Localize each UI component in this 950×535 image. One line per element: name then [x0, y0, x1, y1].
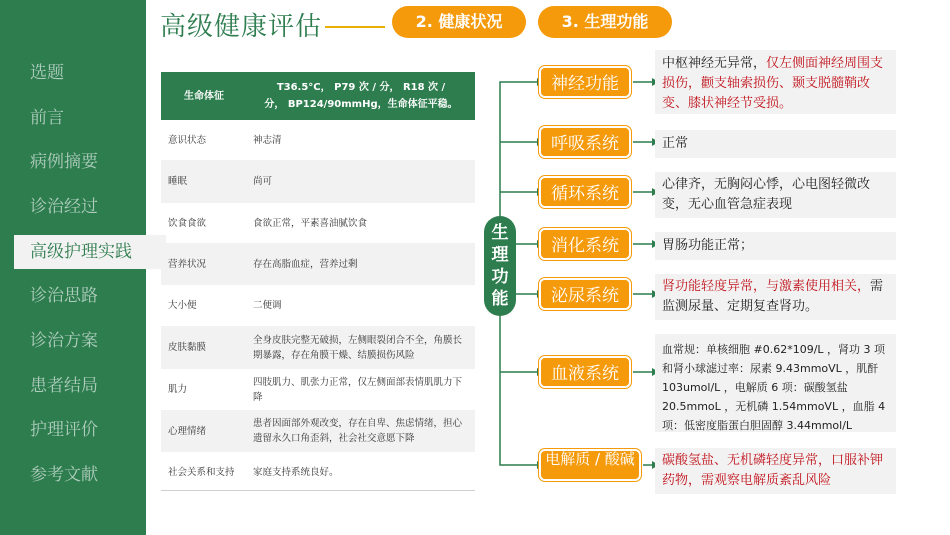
row-label: 睡眠	[161, 160, 247, 203]
row-label: 大小便	[168, 300, 197, 311]
sidebar-item-preface[interactable]: 前言	[30, 108, 64, 128]
desc-highlight: 仅左侧面神经周围支损伤，颧支轴索损伤、颞支脱髓鞘改变、膝状神经节受损。	[662, 56, 884, 111]
table-header-vitals: 生命体征	[161, 72, 247, 120]
sidebar-item-patient-outcome[interactable]: 患者结局	[30, 376, 98, 396]
row-value: 存在高脂血症，营养过剩	[247, 243, 475, 285]
tab-physiological-function[interactable]: 3. 生理功能	[538, 6, 672, 38]
row-value: 二便调	[253, 300, 282, 311]
connector-electrolyte	[500, 316, 537, 465]
desc-normal: 中枢神经无异常，	[662, 56, 767, 71]
row-label: 意识状态	[168, 134, 207, 146]
desc-normal: 心律齐，无胸闷心悸，心电图轻微改变，无心血管急症表现	[662, 177, 871, 212]
hub-char: 理	[491, 245, 509, 265]
system-urinary-button[interactable]: 泌尿系统	[539, 278, 631, 310]
sidebar-item-advanced-nursing[interactable]: 高级护理实践	[14, 235, 166, 269]
page-title: 高级健康评估	[160, 12, 323, 42]
desc-normal: 正常	[662, 136, 689, 151]
desc-highlight: 碳酸氢盐、无机磷轻度异常，口服补钾药物，需观察电解质紊乱风险	[662, 453, 884, 488]
sidebar-item-topic[interactable]: 选题	[30, 63, 64, 83]
row-label: 社会关系和支持	[168, 466, 235, 478]
row-label: 饮食食欲	[168, 217, 207, 229]
system-electrolyte-desc	[655, 448, 896, 494]
desc-normal: 胃肠功能正常；	[662, 238, 754, 253]
hub-char: 功	[491, 267, 509, 287]
system-digestive-desc	[655, 232, 896, 260]
hub-char: 生	[491, 223, 509, 243]
row-label: 皮肤黏膜	[161, 326, 247, 369]
row-value: 尚可	[247, 160, 475, 203]
vitals-line-1: T36.5°C， P79 次 / 分， R18 次 /	[276, 82, 446, 93]
row-label: 营养状况	[161, 243, 247, 285]
desc-highlight: 肾功能轻度异常，与激素使用相关，	[662, 279, 871, 294]
system-blood-button[interactable]: 血液系统	[539, 356, 631, 388]
row-value: 全身皮肤完整无破损，左侧眼裂闭合不全，角膜长期暴露，存在角膜干燥、结膜损伤风险	[247, 326, 475, 369]
desc-normal: 需监测尿量、定期复查肾功。	[662, 279, 884, 314]
sidebar-item-nursing-evaluation[interactable]: 护理评价	[30, 420, 98, 440]
sidebar-item-treatment-process[interactable]: 诊治经过	[30, 197, 98, 217]
system-digestive-button[interactable]: 消化系统	[539, 228, 631, 260]
tab-health-status[interactable]: 2. 健康状况	[392, 6, 526, 38]
row-label: 肌力	[168, 384, 188, 395]
physiological-function-hub	[484, 216, 516, 316]
vitals-line-2: 分， BP124/90mmHg，生命体征平稳。	[264, 99, 458, 110]
sidebar-item-treatment-thinking[interactable]: 诊治思路	[30, 286, 98, 306]
row-value: 家庭支持系统良好。	[253, 466, 339, 478]
system-respiratory-button[interactable]: 呼吸系统	[539, 126, 631, 158]
sidebar-item-case-summary[interactable]: 病例摘要	[30, 152, 98, 172]
system-electrolyte-button[interactable]: 电解质 / 酸碱	[539, 449, 641, 481]
row-value: 神志清	[253, 134, 282, 146]
system-circulatory-button[interactable]: 循环系统	[539, 176, 631, 208]
row-label: 心理情绪	[161, 410, 247, 452]
row-value: 四肢肌力、肌张力正常，仅左侧面部表情肌肌力下降	[253, 376, 463, 403]
system-neuro-desc	[655, 50, 896, 114]
system-circulatory-desc	[655, 172, 896, 218]
hub-char: 能	[491, 289, 509, 309]
system-urinary-desc	[655, 274, 896, 320]
row-value: 患者因面部外观改变，存在自卑、焦虑情绪，担心遗留永久口角歪斜，社会社交意愿下降	[247, 410, 475, 452]
row-value: 食欲正常，平素喜油腻饮食	[253, 217, 368, 229]
system-blood-desc	[655, 334, 896, 432]
sidebar-item-references[interactable]: 参考文献	[30, 465, 98, 485]
sidebar-item-treatment-plan[interactable]: 诊治方案	[30, 331, 98, 351]
system-neuro-button[interactable]: 神经功能	[539, 66, 631, 98]
system-respiratory-desc	[655, 130, 896, 158]
connector-neuro	[500, 82, 537, 216]
desc-normal: 血常规：单核细胞 #0.62*109/L ，肾功 3 项和肾小球滤过率：尿素 9.43mmoVL ，肌酐 103umol/L ，电解质 6 项：碳酸氢盐 20.5mmoL ，无机磷 1.54mmoVL ，血脂 4 项：低密度脂蛋白胆固醇 3.44mmol/L	[662, 343, 886, 432]
